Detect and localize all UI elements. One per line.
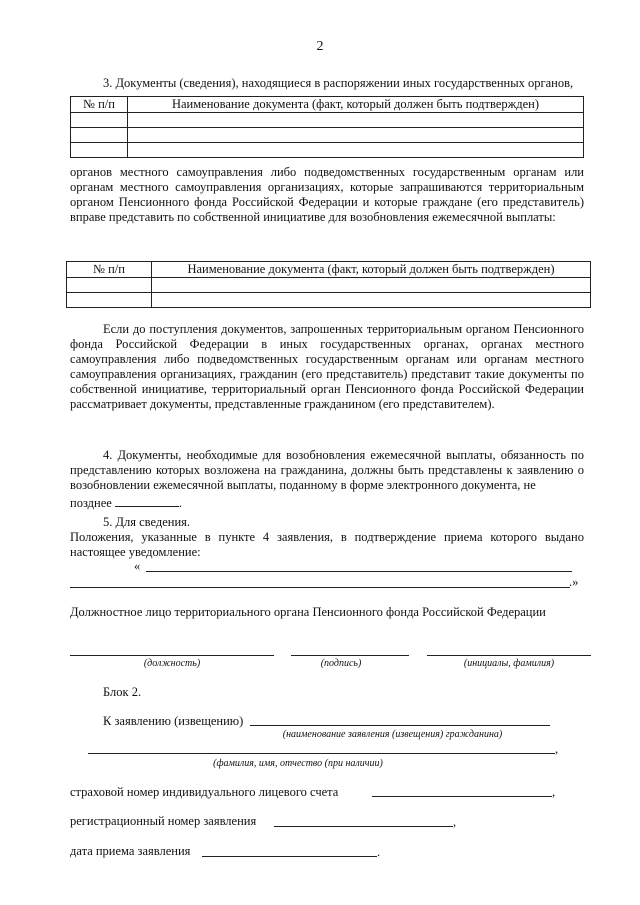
documents-table-2 [66, 261, 591, 308]
signature-caption: (подпись) [320, 658, 362, 669]
reg-number-end: , [453, 815, 457, 829]
snils-end: , [552, 785, 556, 799]
column-header-number: № п/п [71, 97, 128, 113]
date-end: . [377, 845, 381, 859]
table-cell[interactable] [128, 128, 584, 143]
table-row [71, 113, 584, 128]
section4-text: 4. Документы, необходимые для возобновления ежемесячной выплаты, обязанность по представлению которых возложена на гражданина, должны быть представлены к заявлению о возобновлении ежемесячной выплаты, поданному в форме электронного документа, не [70, 448, 584, 492]
quote-line-2[interactable] [70, 586, 570, 588]
name-field[interactable] [88, 752, 555, 754]
deadline-line [70, 495, 320, 511]
quote-close: .» [569, 575, 579, 589]
snils-field[interactable] [372, 795, 552, 797]
reg-number-field[interactable] [274, 825, 453, 827]
deadline-field[interactable] [115, 495, 179, 507]
table-row [71, 143, 584, 158]
table-header-row [67, 262, 591, 278]
note-paragraph: Если до поступления документов, запрошенных территориальным органом Пенсионного фонда Российской Федерации в иных государственных органах, органах местного самоуправления либо подведомственных государственным органам или органам местного самоуправления организациях, гражданин (его представитель) представит такие документы по собственной инициативе, территориальный орган Пенсионного фонда Российской Федерации рассматривает документы, представленные гражданином (его представителем). [70, 322, 584, 411]
documents-table-1 [70, 96, 584, 158]
initials-caption: (инициалы, фамилия) [463, 658, 555, 669]
section3-intro: 3. Документы (сведения), находящиеся в распоряжении иных государственных органов, [103, 76, 574, 90]
name-caption: (фамилия, имя, отчество (при наличии) [213, 758, 383, 769]
table-row [67, 278, 591, 293]
section5-heading: 5. Для сведения. [103, 515, 191, 529]
block2-title: Блок 2. [103, 685, 142, 699]
statement-caption: (наименование заявления (извещения) гражданина) [282, 729, 503, 740]
section3-continuation: органов местного самоуправления либо подведомственных государственным органам или органам местного самоуправления организациях, которые запрашиваются территориальным органом Пенсионного фонда Российской Федерации и которые граждане (его представитель) вправе представить по собственной инициативе для возобновления ежемесячной выплаты: [70, 165, 584, 224]
snils-label: страховой номер индивидуального лицевого счета [70, 785, 339, 799]
quote-line-1[interactable] [146, 570, 572, 572]
table-cell[interactable] [152, 278, 591, 293]
position-caption: (должность) [143, 658, 201, 669]
table-cell[interactable] [128, 113, 584, 128]
table-cell[interactable] [67, 293, 152, 308]
table-cell[interactable] [71, 143, 128, 158]
official-heading: Должностное лицо территориального органа Пенсионного фонда Российской Федерации [70, 605, 546, 619]
column-header-document-name: Наименование документа (факт, который должен быть подтвержден) [152, 262, 591, 278]
statement-label: К заявлению (извещению) [103, 714, 244, 728]
column-header-document-name: Наименование документа (факт, который должен быть подтвержден) [128, 97, 584, 113]
section5-text: Положения, указанные в пункте 4 заявления, в подтверждение приема которого выдано настоящее уведомление: [70, 530, 584, 559]
table-row [67, 293, 591, 308]
table-cell[interactable] [71, 113, 128, 128]
reg-number-label: регистрационный номер заявления [70, 814, 257, 828]
statement-field[interactable] [250, 724, 550, 726]
quote-open: « [134, 559, 141, 573]
table-cell[interactable] [128, 143, 584, 158]
table-cell[interactable] [71, 128, 128, 143]
name-end: , [555, 742, 559, 756]
table-header-row [71, 97, 584, 113]
page-number: 2 [316, 39, 324, 54]
date-field[interactable] [202, 855, 377, 857]
column-header-number: № п/п [67, 262, 152, 278]
table-cell[interactable] [152, 293, 591, 308]
table-cell[interactable] [67, 278, 152, 293]
table-row [71, 128, 584, 143]
date-label: дата приема заявления [70, 844, 191, 858]
deadline-label: позднее [70, 496, 112, 510]
deadline-end: . [178, 496, 183, 510]
